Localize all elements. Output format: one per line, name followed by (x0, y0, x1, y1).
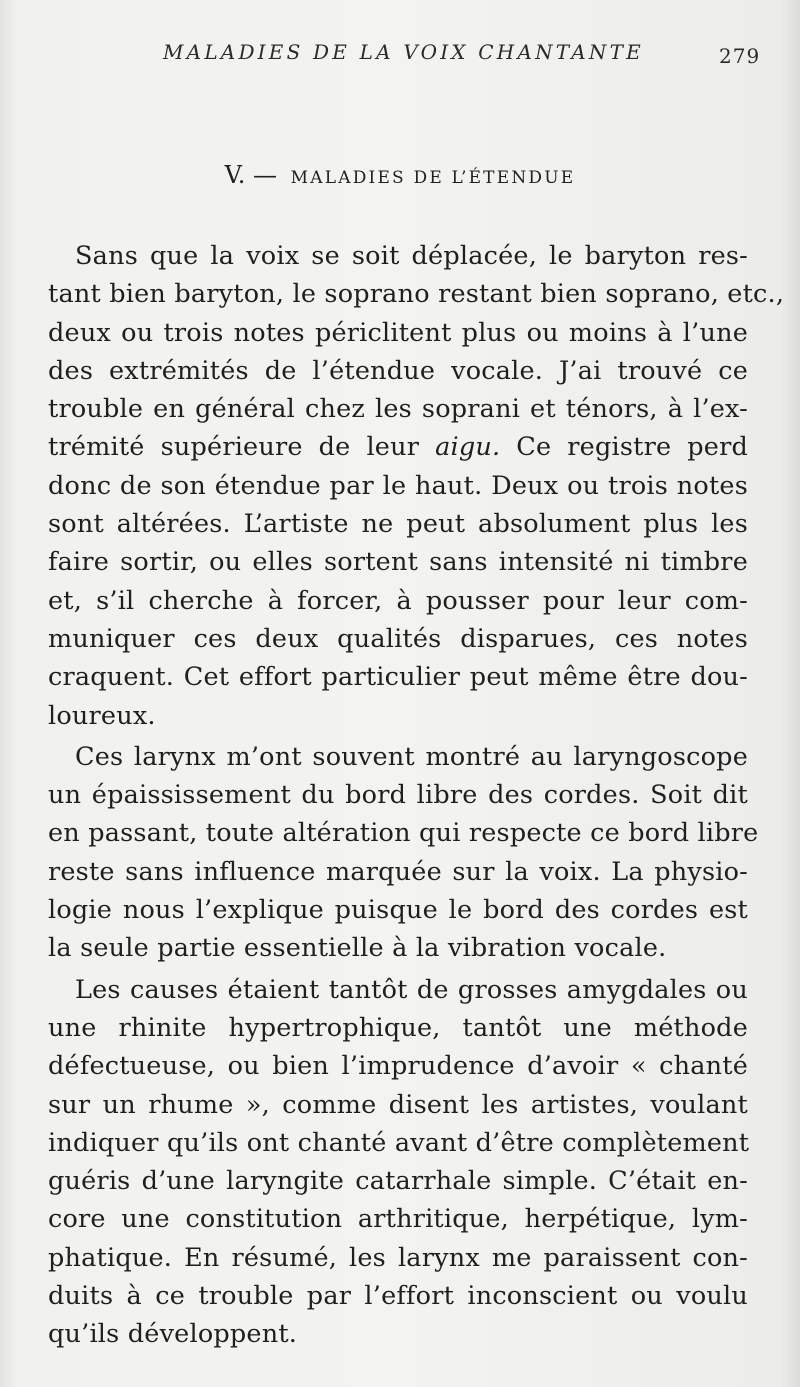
text-line: Ces larynx m’ont souvent montré au laryngoscope (75, 741, 748, 772)
text-line: faire sortir, ou elles sortent sans intensité ni timbre (48, 547, 748, 578)
running-header (0, 36, 800, 76)
text-line: phatique. En résumé, les larynx me paraissent con- (48, 1242, 748, 1273)
text-line: guéris d’une laryngite catarrhale simple. C’était en- (48, 1166, 748, 1197)
text-line: craquent. Cet effort particulier peut même être dou- (48, 662, 748, 693)
text-line: logie nous l’explique puisque le bord des cordes est (48, 895, 748, 926)
text-line: défectueuse, ou bien l’imprudence d’avoir « chanté (48, 1051, 748, 1082)
section-number: V. — (224, 161, 278, 189)
text-line: trouble en général chez les soprani et ténors, à l’ex- (48, 394, 748, 425)
section-heading (0, 161, 800, 189)
text-line: reste sans influence marquée sur la voix. La physio- (48, 856, 748, 887)
text-line: la seule partie essentielle à la vibration vocale. (48, 933, 667, 964)
text-line: loureux. (48, 700, 156, 731)
text-line: sont altérées. L’artiste ne peut absolument plus les (48, 509, 748, 540)
body-text (48, 237, 785, 1354)
text-line: Sans que la voix se soit déplacée, le baryton res- (75, 241, 748, 271)
italic-word: aigu. (435, 432, 501, 463)
text-line: et, s’il cherche à forcer, à pousser pour leur com- (48, 585, 748, 616)
page-number: 279 (719, 44, 761, 68)
paragraph (48, 971, 748, 1354)
text-line: muniquer ces deux qualités disparues, ces notes (48, 623, 748, 654)
text-line: deux ou trois notes périclitent plus ou moins à l’une (48, 317, 748, 348)
text-line: en passant, toute altération qui respecte ce bord libre (48, 818, 759, 849)
text-line: duits à ce trouble par l’effort inconscient ou voulu (48, 1281, 748, 1312)
section-title: MALADIES DE L’ÉTENDUE (290, 168, 576, 188)
text-line: core une constitution arthritique, herpétique, lym- (48, 1204, 748, 1235)
text-line: qu’ils développent. (48, 1319, 298, 1350)
text-segment: trémité supérieure de leur (48, 432, 436, 463)
paragraph (48, 237, 785, 735)
text-line: Les causes étaient tantôt de grosses amygdales ou (75, 974, 748, 1005)
running-title: MALADIES DE LA VOIX CHANTANTE (163, 40, 644, 64)
text-line: donc de son étendue par le haut. Deux ou trois notes (48, 470, 748, 501)
text-line: sur un rhume », comme disent les artistes, voulant (48, 1089, 748, 1120)
text-line: un épaississement du bord libre des cordes. Soit dit (48, 780, 748, 811)
text-line: des extrémités de l’étendue vocale. J’ai trouvé ce (48, 355, 748, 386)
text-segment: Ce registre perd (500, 432, 748, 463)
text-line (48, 428, 748, 466)
text-line: indiquer qu’ils ont chanté avant d’être complètement (48, 1127, 750, 1158)
text-line: une rhinite hypertrophique, tantôt une méthode (48, 1012, 748, 1043)
paragraph (48, 738, 759, 968)
text-line: tant bien baryton, le soprano restant bien soprano, etc., (48, 279, 785, 310)
